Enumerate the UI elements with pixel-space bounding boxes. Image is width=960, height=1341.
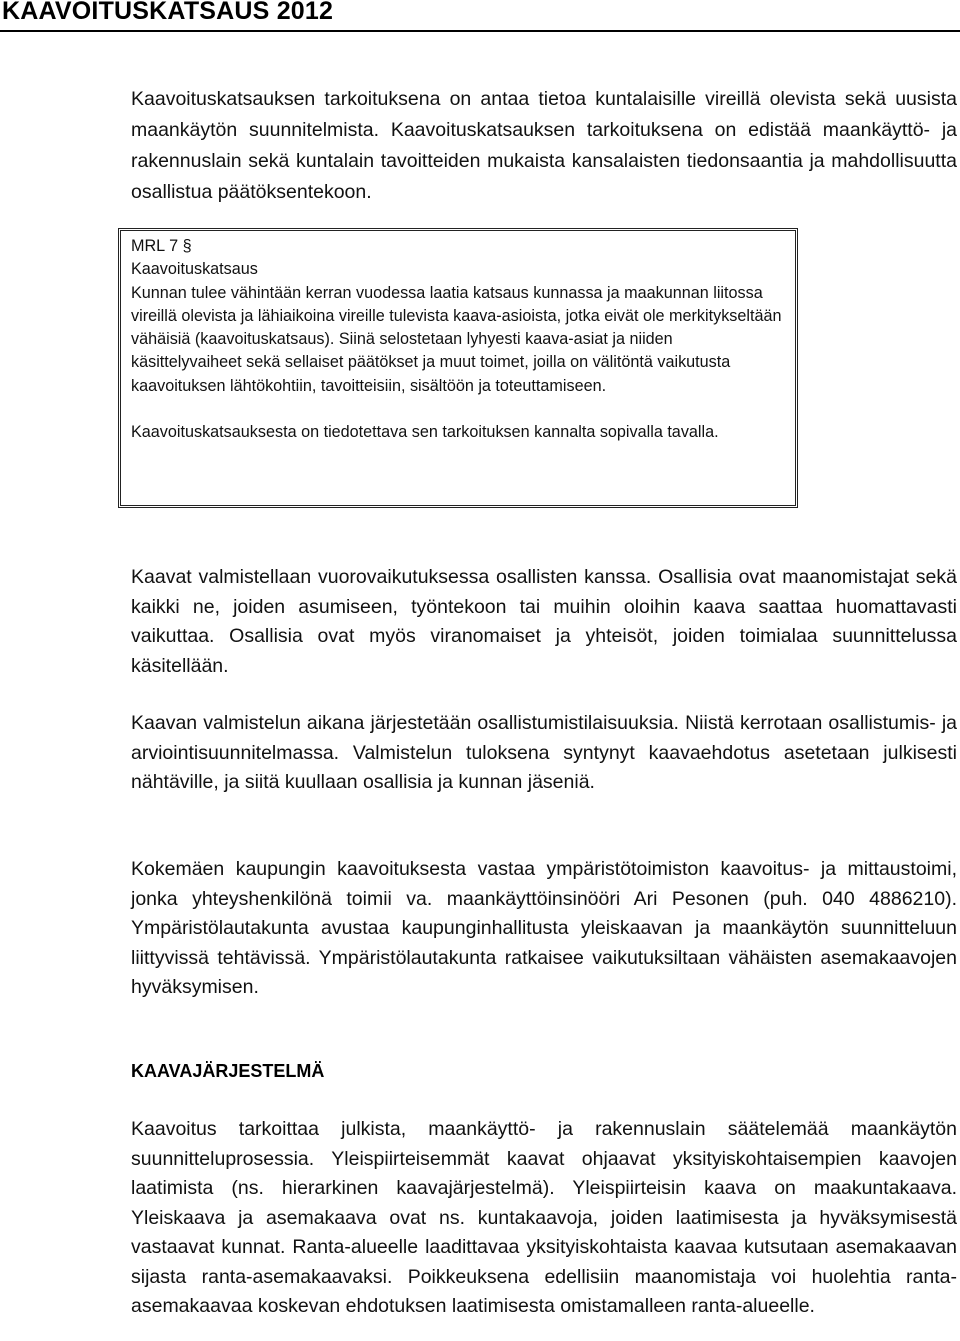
title-underline xyxy=(0,30,960,32)
body-paragraph-participation: Kaavat valmistellaan vuorovaikutuksessa osallisten kanssa. Osallisia ovat maanomistajat sekä kaikki ne, joiden asumiseen, työntekoon tai muihin oloihin kaava saattaa huomattavasti vaikuttaa. Osallisia ovat myös viranomaiset ja yhteisöt, joiden toimialaa suunnittelussa käsitellään. xyxy=(131,566,957,677)
document-title: KAAVOITUSKATSAUS 2012 xyxy=(2,0,334,25)
section-heading: KAAVAJÄRJESTELMÄ xyxy=(131,1061,325,1081)
law-paragraph-2: Kaavoituskatsauksesta on tiedotettava sen tarkoituksen kannalta sopivalla tavalla. xyxy=(131,423,719,442)
intro-paragraph: Kaavoituskatsauksen tarkoituksena on antaa tietoa kuntalaisille vireillä olevista sekä uusista maankäytön suunnitelmista. Kaavoituskatsauksen tarkoituksena on edistää maankäyttö- ja rakennuslain sekä kuntalain tavoitteiden mukaista kansalaisten tiedonsaantia ja mahdollisuutta osallistua päätöksentekoon. xyxy=(131,88,957,203)
body-paragraph-responsibility: Kokemäen kaupungin kaavoituksesta vastaa ympäristötoimiston kaavoitus- ja mittaustoimi, jonka yhteyshenkilönä toimii va. maankäyttöinsinööri Ari Pesonen (puh. 040 4886210). Ympäristölautakunta avustaa kaupunginhallitusta yleiskaavan ja maankäytön suunnitteluun liittyvissä tehtävissä. Ympäristölautakunta ratkaisee vaikutuksiltaan vähäisten asemakaavojen hyväksymisen. xyxy=(131,858,957,998)
law-quote-content xyxy=(131,235,786,444)
body-paragraph-preparation: Kaavan valmistelun aikana järjestetään osallistumistilaisuuksia. Niistä kerrotaan osallistumis- ja arviointisuunnitelmassa. Valmistelun tuloksena syntynyt kaavaehdotus asetetaan julkisesti nähtäville, ja siitä kuullaan osallisia ja kunnan jäseniä. xyxy=(131,712,957,793)
law-paragraph-1: Kunnan tulee vähintään kerran vuodessa laatia katsaus kunnassa ja maakunnan liitossa vireillä olevista ja lähiaikoina vireille tulevista kaava-asioista, jotka eivät ole merkitykseltään vähäisiä (kaavoituskatsaus). Siinä selostetaan lyhyesti kaava-asiat ja niiden käsittelyvaiheet sekä sellaiset päätökset ja muut toimet, joilla on välitöntä vaikutusta kaavoituksen lähtökohtiin, tavoitteisiin, sisältöön ja toteuttamiseen. xyxy=(131,283,782,395)
law-reference: MRL 7 § xyxy=(131,237,192,255)
section-paragraph: Kaavoitus tarkoittaa julkista, maankäyttö- ja rakennuslain säätelemää maankäytön suunnitteluprosessia. Yleispiirteisemmät kaavat ohjaavat yksityiskohtaisempien kaavojen laatimista (ns. hierarkinen kaavajärjestelmä). Yleispiirteisin kaava on maakuntakaava. Yleiskaava ja asemakaava ovat ns. kuntakaavoja, joiden laatimisesta ja hyväksymisestä vastaavat kunnat. Ranta-alueelle laadittavaa yksityiskohtaista kaavaa kutsutaan asemakaavan sijasta ranta-asemakaavaksi. Poikkeuksena edellisiin maanomistaja voi huolehtia ranta-asemakaavaa koskevan ehdotuksen laatimisesta omistamalleen ranta-alueelle. xyxy=(131,1118,957,1317)
law-heading: Kaavoituskatsaus xyxy=(131,260,258,279)
